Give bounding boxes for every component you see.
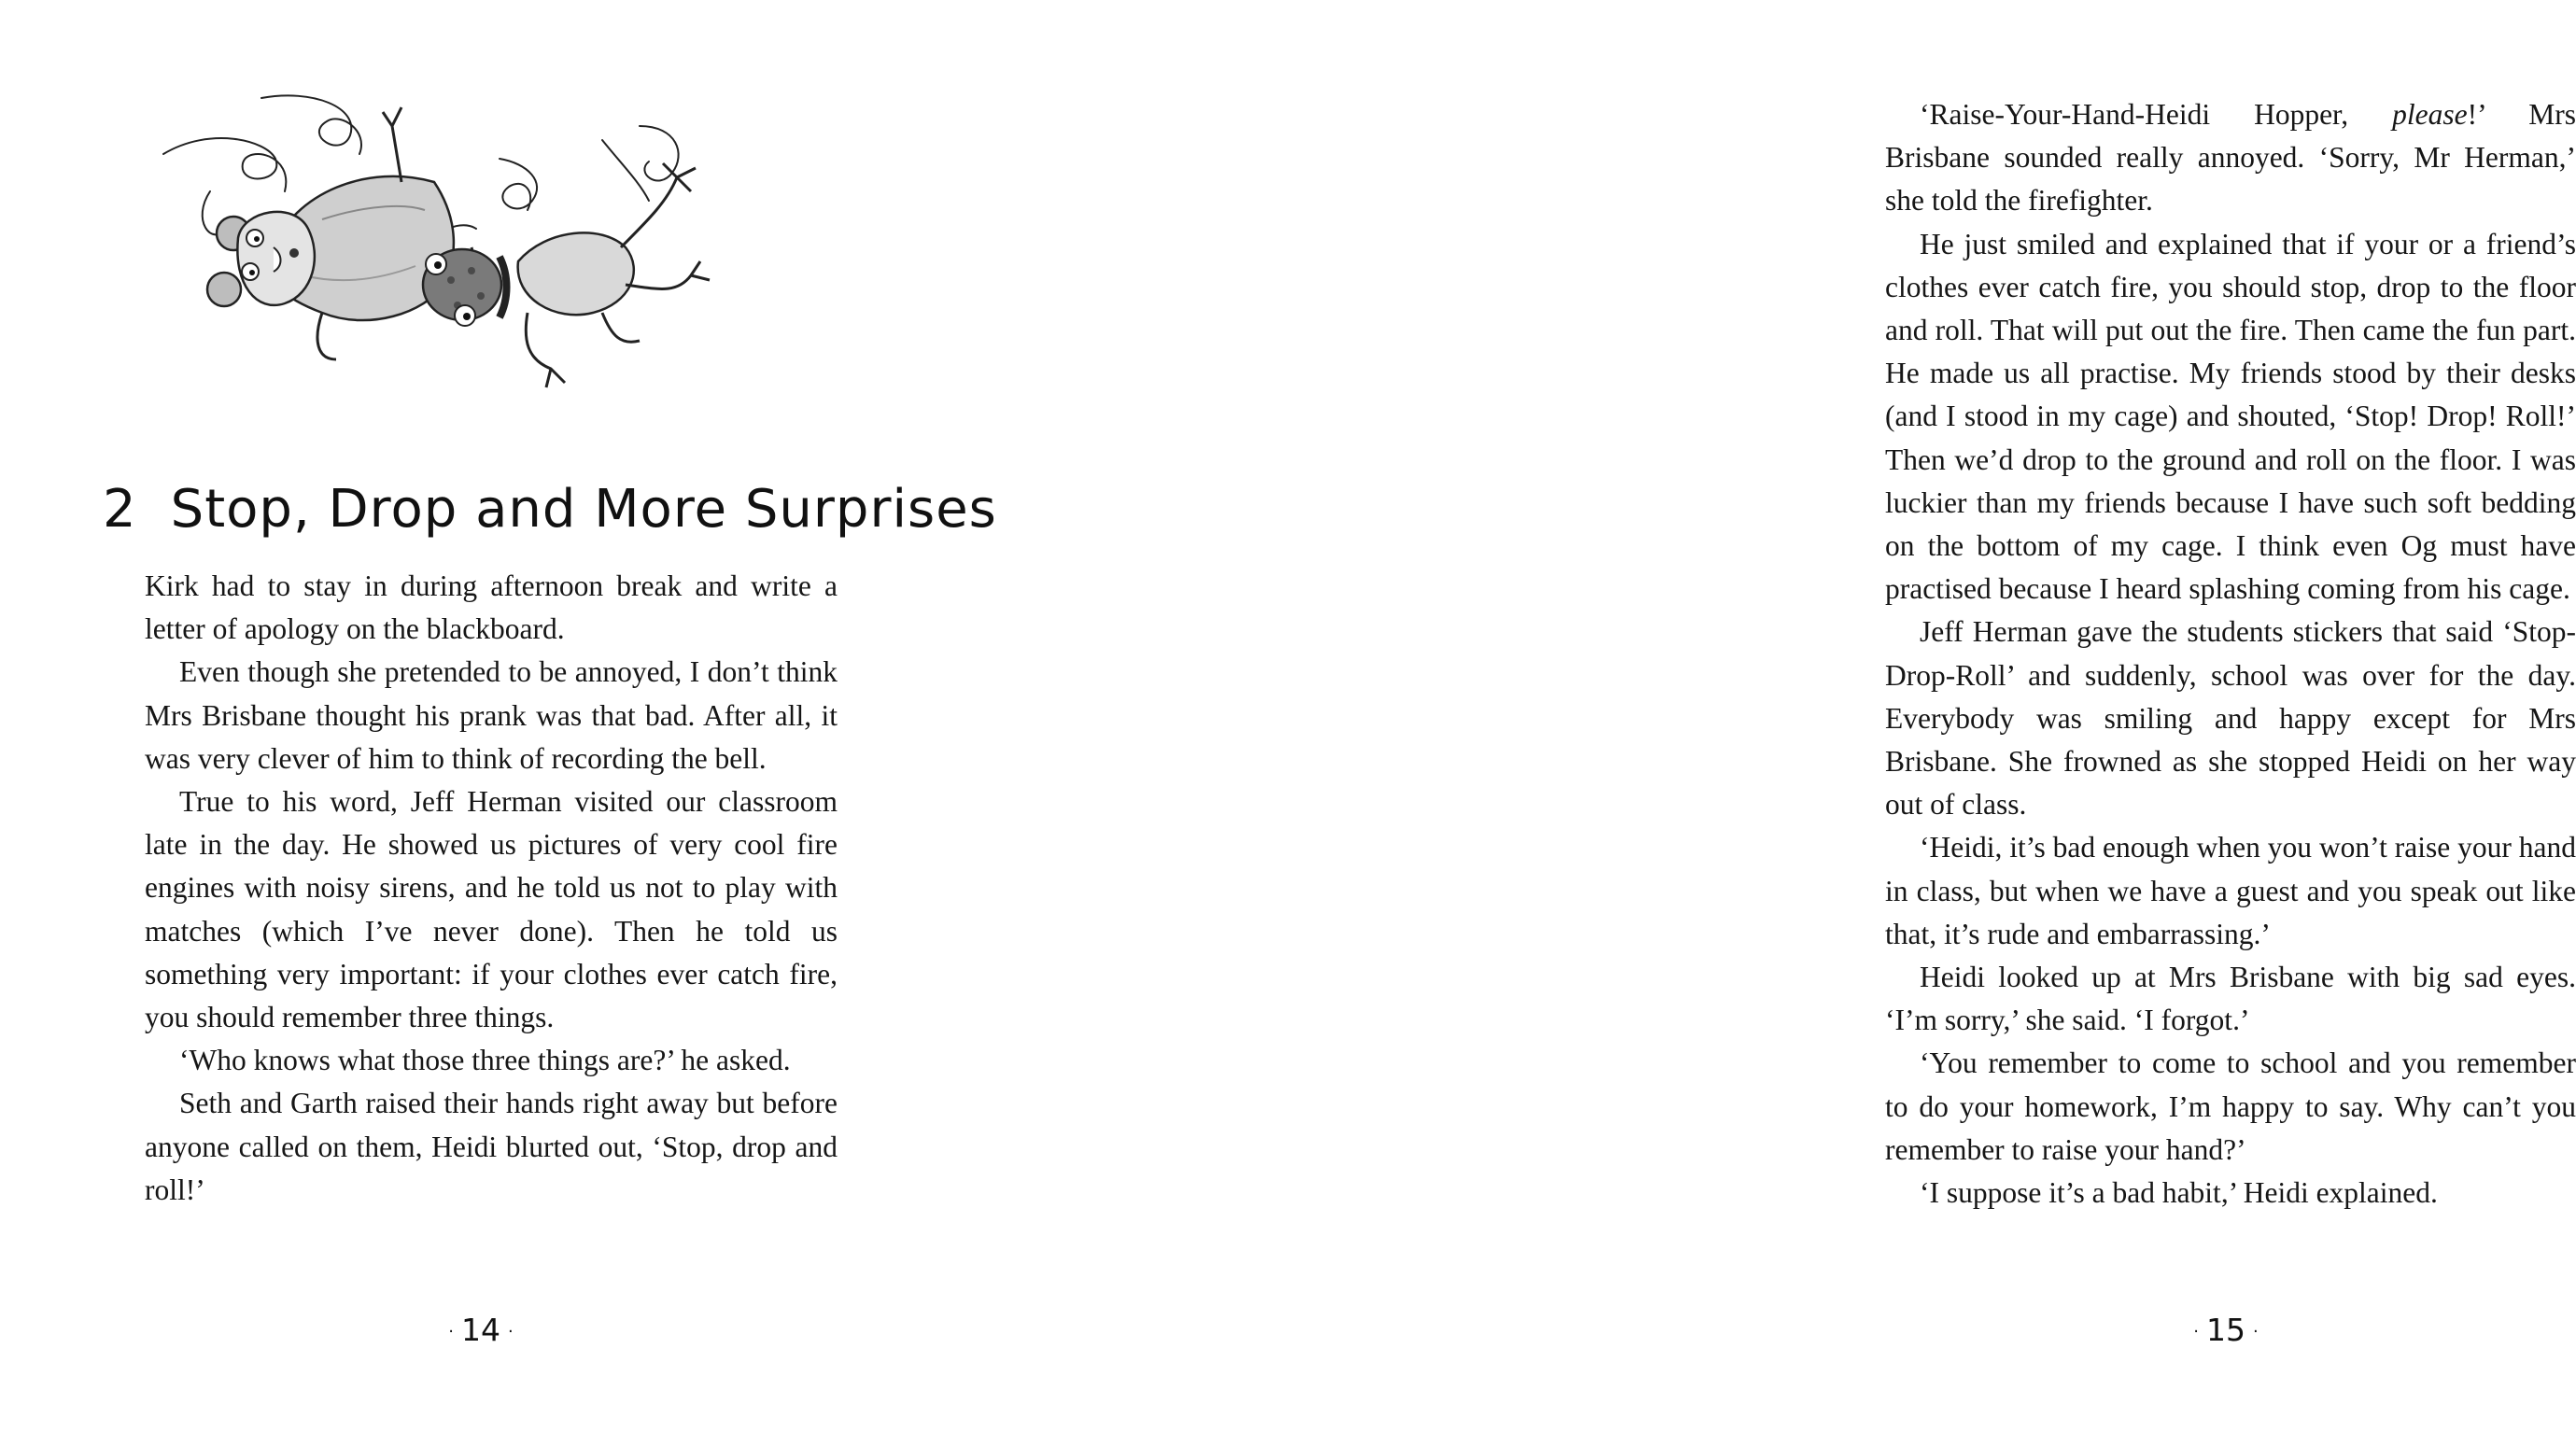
paragraph: Seth and Garth raised their hands right away but before anyone called on them, Heidi blurted out, ‘Stop, drop and roll!’ bbox=[145, 1087, 838, 1206]
chapter-heading bbox=[103, 463, 997, 556]
hamster-frog-illustration bbox=[154, 89, 826, 425]
paragraph: True to his word, Jeff Herman visited our classroom late in the day. He showed us pictures of very cool fire engines with noisy sirens, and he told us not to play with matches (which I’ve never done). Then he told us something very important: if your clothes ever catch fire, you should remember three things. bbox=[145, 785, 838, 1034]
paragraph: He just smiled and explained that if your or a friend’s clothes ever catch fire, you should stop, drop to the floor and roll. That will put out the fire. Then came the fun part. He made us all practise. My friends stood by their desks (and I stood in my cage) and shouted, ‘Stop! Drop! Roll!’ Then we’d drop to the ground and roll on the floor. I was luckier than my friends because I have such soft bedding on the bottom of my cage. I think even Og must have practised because I heard splashing coming from his cage. bbox=[1885, 227, 2576, 606]
right-page bbox=[896, 0, 2576, 1447]
paragraph: ‘I suppose it’s a bad habit,’ Heidi explained. bbox=[1920, 1176, 2438, 1210]
paragraph: ‘You remember to come to school and you remember to do your homework, I’m happy to say. Why can’t you remember to raise your hand?’ bbox=[1885, 1047, 2576, 1166]
text-span: ‘Raise-Your-Hand-Heidi Hopper, bbox=[1920, 98, 2393, 131]
paragraph: ‘Heidi, it’s bad enough when you won’t raise your hand in class, but when we have a guest and you speak out like that, it’s rude and embarrassing.’ bbox=[1885, 831, 2576, 950]
left-page bbox=[0, 0, 997, 1447]
right-page-text bbox=[1885, 93, 2576, 1215]
page-number-value: 14 bbox=[461, 1312, 500, 1348]
paragraph: Jeff Herman gave the students stickers that said ‘Stop-Drop-Roll’ and suddenly, school was over for the day. Everybody was smiling and happy except for Mrs Brisbane. She frowned as she stopped Heidi on her way out of class. bbox=[1885, 615, 2576, 822]
paragraph: Heidi looked up at Mrs Brisbane with big sad eyes. ‘I’m sorry,’ she said. ‘I forgot.’ bbox=[1885, 961, 2576, 1037]
chapter-number: 2 bbox=[103, 478, 137, 540]
paragraph: Even though she pretended to be annoyed, I don’t think Mrs Brisbane thought his prank was that bad. After all, it was very clever of him to think of recording the bell. bbox=[145, 655, 838, 775]
page-number-left: · 14 · bbox=[448, 1312, 514, 1348]
chapter-title: Stop, Drop and More Surprises bbox=[170, 478, 997, 540]
emphasis-text: please bbox=[2392, 98, 2468, 131]
paragraph: ‘Who knows what those three things are?’ he asked. bbox=[179, 1044, 791, 1077]
paragraph: Kirk had to stay in during afternoon break and write a letter of apology on the blackboard. bbox=[145, 569, 838, 646]
paragraph bbox=[1885, 93, 2576, 223]
page-number-value: 15 bbox=[2206, 1312, 2245, 1348]
text-span: !’ Mrs Brisbane sounded really annoyed. ‘Sorry, Mr Herman,’ she told the firefighter. bbox=[1885, 98, 2576, 218]
page-number-right: · 15 · bbox=[2193, 1312, 2259, 1348]
left-page-text bbox=[145, 565, 838, 1212]
